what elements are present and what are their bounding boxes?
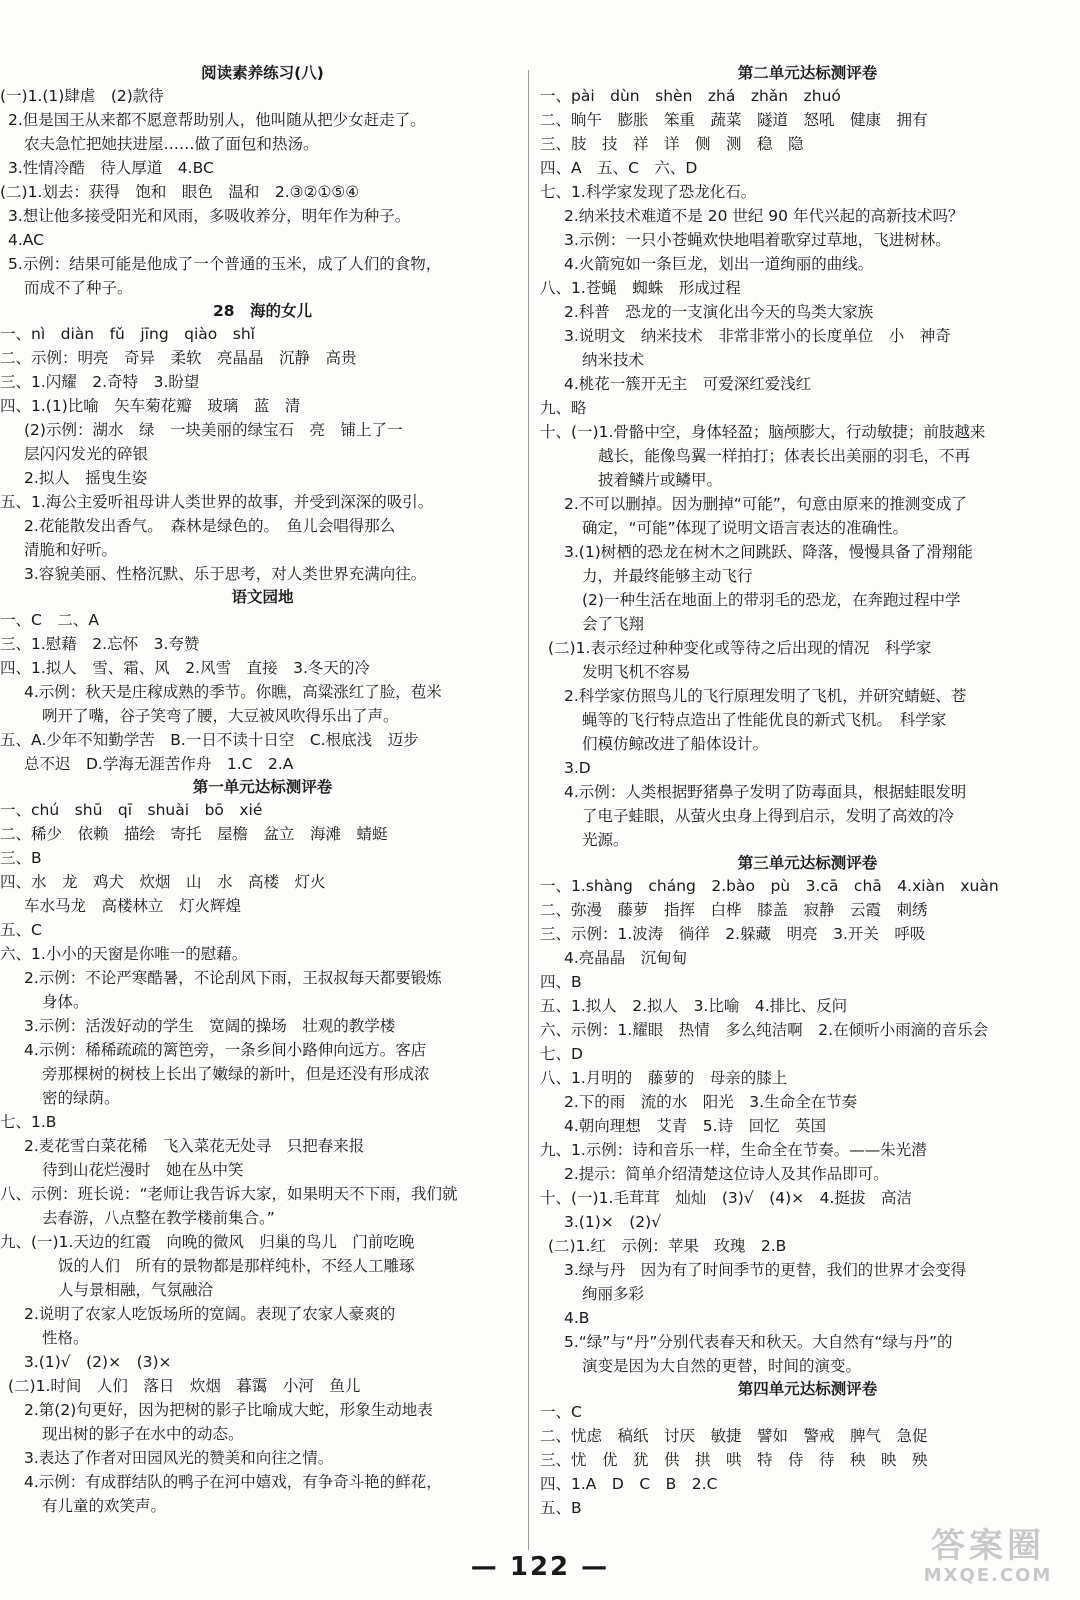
answer-line: 5.示例：结果可能是他成了一个普通的玉米，成了人们的食物， <box>8 255 442 273</box>
answer-line: (2)一种生活在地面上的带羽毛的恐龙，在奔跑过程中学 <box>582 591 961 609</box>
answer-line: 4.火箭宛如一条巨龙，划出一道绚丽的曲线。 <box>564 255 874 273</box>
section-title: 第三单元达标测评卷 <box>737 854 878 872</box>
answer-line: 一、1.shàng cháng 2.bào pù 3.cā chā 4.xiàn xuàn <box>540 877 999 895</box>
answer-line: 七、D <box>540 1045 583 1063</box>
answer-line: 现出树的影子在水中的动态。 <box>42 1425 244 1443</box>
answer-line: 六、1.小小的天窗是你唯一的慰藉。 <box>0 945 248 963</box>
answer-line: 三、1.闪耀 2.奇特 3.盼望 <box>0 373 200 391</box>
answer-line: 四、B <box>540 973 582 991</box>
answer-line: 人与景相融，气氛融洽 <box>58 1281 214 1299</box>
answer-line: 3.D <box>564 759 591 777</box>
section-title: 28 海的女儿 <box>212 302 313 320</box>
answer-line: 2.科学家仿照鸟儿的飞行原理发明了飞机，并研究蜻蜓、苍 <box>564 687 967 705</box>
answer-line: 五、1.海公主爱听祖母讲人类世界的故事，并受到深深的吸引。 <box>0 493 434 511</box>
answer-line: 越长，能像鸟翼一样拍打；体表长出美丽的羽毛，不再 <box>598 447 971 465</box>
answer-line: 2.但是国王从来都不愿意帮助别人，他叫随从把少女赶走了。 <box>8 111 426 129</box>
answer-line: 九、略 <box>540 399 587 417</box>
answer-line: 七、1.B <box>0 1113 57 1131</box>
answer-line: (一)1.(1)肆虐 (2)款待 <box>0 87 164 105</box>
answer-line: 五、1.拟人 2.拟人 3.比喻 4.排比、反问 <box>540 997 848 1015</box>
section-title: 第四单元达标测评卷 <box>737 1380 878 1398</box>
answer-line: 去春游，八点整在教学楼前集合。” <box>42 1209 275 1227</box>
answer-line: 3.(1)√ (2)× (3)× <box>24 1353 172 1371</box>
answer-line: 二、示例：明亮 奇异 柔软 亮晶晶 沉静 高贵 <box>0 349 357 367</box>
answer-line: 四、1.(1)比喻 矢车菊花瓣 玻璃 蓝 清 <box>0 397 301 415</box>
answer-line: 一、C 二、A <box>0 611 99 629</box>
answer-line: 二、忧虑 稿纸 讨厌 敏捷 譬如 警戒 脾气 急促 <box>540 1427 928 1445</box>
answer-line: 四、A 五、C 六、D <box>540 159 698 177</box>
answer-line: 力，并最终能够主动飞行 <box>582 567 753 585</box>
answer-line: 七、1.科学家发现了恐龙化石。 <box>540 183 757 201</box>
answer-line: 2.花能散发出香气。 森林是绿色的。 鱼儿会唱得那么 <box>24 517 396 535</box>
answer-line: 演变是因为大自然的更替，时间的演变。 <box>582 1357 862 1375</box>
answer-line: 四、1.拟人 雪、霜、风 2.风雪 直接 3.冬天的冷 <box>0 659 370 677</box>
answer-line: 了电子蛙眼，从萤火虫身上得到启示，发明了高效的冷 <box>582 807 955 825</box>
answer-line: 层闪闪发光的碎银 <box>24 445 149 463</box>
answer-line: 3.想让他多接受阳光和风雨，多吸收养分，明年作为种子。 <box>8 207 411 225</box>
answer-line: 2.提示：简单介绍清楚这位诗人及其作品即可。 <box>564 1165 889 1183</box>
answer-line: 2.拟人 摇曳生姿 <box>24 469 148 487</box>
answer-line: (二)1.划去：获得 饱和 眼色 温和 2.③②①⑤④ <box>0 183 360 201</box>
answer-line: 饭的人们 所有的景物都是那样纯朴，不经人工雕琢 <box>58 1257 415 1275</box>
answer-line: 三、肢 技 祥 详 侧 测 稳 隐 <box>540 135 804 153</box>
answer-line: 十、(一)1.骨骼中空，身体轻盈；脑颅膨大，行动敏捷；前肢越来 <box>540 423 986 441</box>
answer-line: 一、pài dùn shèn zhá zhǎn zhuó <box>540 87 841 105</box>
answer-line: 2.科普 恐龙的一支演化出今天的鸟类大家族 <box>564 303 874 321</box>
answer-line: 绚丽多彩 <box>582 1285 645 1303</box>
answer-line: 五、A.少年不知勤学苦 B.一日不读十日空 C.根底浅 迈步 <box>0 731 419 749</box>
answer-line: 密的绿荫。 <box>42 1089 120 1107</box>
answer-line: 二、晌午 膨胀 笨重 蔬菜 隧道 怒吼 健康 拥有 <box>540 111 928 129</box>
watermark-site: MXQE.COM <box>923 1565 1053 1586</box>
column-divider <box>528 70 529 1550</box>
answer-line: 而成不了种子。 <box>24 279 133 297</box>
answer-line: 5.“绿”与“丹”分别代表春天和秋天。大自然有“绿与丹”的 <box>564 1333 953 1351</box>
answer-line: 2.示例：不论严寒酷暑，不论刮风下雨，王叔叔每天都要锻炼 <box>24 969 442 987</box>
section-title: 语文园地 <box>231 588 294 606</box>
answer-line: 三、忧 优 犹 供 拱 哄 特 侍 待 秧 映 殃 <box>540 1451 928 1469</box>
answer-line: (二)1.时间 人们 落日 炊烟 暮霭 小河 鱼儿 <box>8 1377 361 1395</box>
answer-line: 四、1.A D C B 2.C <box>540 1475 718 1493</box>
right-column <box>540 62 1075 1520</box>
answer-line: 八、示例：班长说：“老师让我告诉大家，如果明天不下雨，我们就 <box>0 1185 458 1203</box>
answer-line: 4.B <box>564 1309 590 1327</box>
answer-line: 一、C <box>540 1403 582 1421</box>
answer-line: 性格。 <box>42 1329 89 1347</box>
answer-line: 4.AC <box>8 231 44 249</box>
answer-line: 4.亮晶晶 沉甸甸 <box>564 949 688 967</box>
answer-line: 2.下的雨 流的水 阳光 3.生命全在节奏 <box>564 1093 858 1111</box>
answer-line: 二、弥漫 藤萝 指挥 白桦 膝盖 寂静 云霞 刺绣 <box>540 901 928 919</box>
answer-line: 二、稀少 依赖 描绘 寄托 屋檐 盆立 海滩 蜻蜓 <box>0 825 388 843</box>
answer-line: 有儿童的欢笑声。 <box>42 1497 167 1515</box>
answer-line: 五、B <box>540 1499 582 1517</box>
answer-line: 三、示例：1.波涛 徜徉 2.躲藏 明亮 3.开关 呼吸 <box>540 925 926 943</box>
answer-line: 咧开了嘴，谷子笑弯了腰，大豆被风吹得乐出了声。 <box>42 707 399 725</box>
answer-line: 3.表达了作者对田园风光的赞美和向往之情。 <box>24 1449 334 1467</box>
answer-line: 2.麦花雪白菜花稀 飞入菜花无处寻 只把春来报 <box>24 1137 365 1155</box>
answer-line: 总不迟 D.学海无涯苦作舟 1.C 2.A <box>24 755 294 773</box>
answer-line: 身体。 <box>42 993 89 1011</box>
watermark-text: 答案圈 <box>931 1526 1045 1566</box>
answer-line: 车水马龙 高楼林立 灯火辉煌 <box>24 897 242 915</box>
answer-line: 3.说明文 纳米技术 非常非常小的长度单位 小 神奇 <box>564 327 951 345</box>
section-title: 第二单元达标测评卷 <box>737 64 878 82</box>
answer-line: (二)1.红 示例：苹果 玫瑰 2.B <box>548 1237 787 1255</box>
answer-line: 2.纳米技术难道不是 20 世纪 90 年代兴起的高新技术吗？ <box>564 207 964 225</box>
page-number: — 122 — <box>470 1552 610 1582</box>
answer-line: 披着鳞片或鳞甲。 <box>598 471 723 489</box>
section-title: 阅读素养练习(八) <box>201 64 324 82</box>
answer-line: 旁那棵树的树枝上长出了嫩绿的新叶，但是还没有形成浓 <box>42 1065 430 1083</box>
answer-line: 发明飞机不容易 <box>582 663 691 681</box>
answer-line: 3.示例：一只小苍蝇欢快地唱着歌穿过草地，飞进树林。 <box>564 231 951 249</box>
answer-line: (二)1.表示经过种种变化或等待之后出现的情况 科学家 <box>548 639 932 657</box>
answer-line: 五、C <box>0 921 42 939</box>
answer-line: 清脆和好听。 <box>24 541 118 559</box>
watermark-logo <box>918 1527 1058 1586</box>
answer-line: 一、chú shū qī shuài bō xié <box>0 801 263 819</box>
answer-line: 八、1.月明的 藤萝的 母亲的膝上 <box>540 1069 788 1087</box>
answer-line: 农夫急忙把她扶进屋……做了面包和热汤。 <box>24 135 319 153</box>
answer-line: 3.容貌美丽、性格沉默、乐于思考，对人类世界充满向往。 <box>24 565 427 583</box>
answer-line: 3.绿与丹 因为有了时间季节的更替，我们的世界才会变得 <box>564 1261 967 1279</box>
answer-line: 3.(1)树栖的恐龙在树木之间跳跃、降落，慢慢具备了滑翔能 <box>564 543 973 561</box>
answer-line: 会了飞翔 <box>582 615 645 633</box>
answer-line: 纳米技术 <box>582 351 645 369</box>
answer-line: 4.桃花一簇开无主 可爱深红爱浅红 <box>564 375 812 393</box>
answer-line: 十、(一)1.毛茸茸 灿灿 (3)√ (4)× 4.挺拔 高洁 <box>540 1189 912 1207</box>
answer-line: 蝇等的飞行特点造出了性能优良的新式飞机。 科学家 <box>582 711 947 729</box>
answer-line: 3.示例：活泼好动的学生 宽阔的操场 壮观的教学楼 <box>24 1017 396 1035</box>
answer-line: 八、1.苍蝇 蜘蛛 形成过程 <box>540 279 741 297</box>
answer-line: 四、水 龙 鸡犬 炊烟 山 水 高楼 灯火 <box>0 873 326 891</box>
answer-line: 4.朝向理想 艾青 5.诗 回忆 英国 <box>564 1117 827 1135</box>
answer-line: 三、B <box>0 849 42 867</box>
answer-line: 3.(1)× (2)√ <box>564 1213 662 1231</box>
answer-line: 2.不可以删掉。因为删掉“可能”，句意由原来的推测变成了 <box>564 495 967 513</box>
answer-line: 们模仿鲸改进了船体设计。 <box>582 735 769 753</box>
answer-line: 光源。 <box>582 831 629 849</box>
answer-line: 4.示例：人类根据野猪鼻子发明了防毒面具，根据蛙眼发明 <box>564 783 967 801</box>
answer-line: (2)示例：湖水 绿 一块美丽的绿宝石 亮 铺上了一 <box>24 421 403 439</box>
section-title: 第一单元达标测评卷 <box>192 778 333 796</box>
left-column <box>0 62 525 1518</box>
answer-line: 2.说明了农家人吃饭场所的宽阔。表现了农家人豪爽的 <box>24 1305 396 1323</box>
answer-line: 九、1.示例：诗和音乐一样，生命全在节奏。——朱光潜 <box>540 1141 927 1159</box>
answer-line: 三、1.慰藉 2.忘怀 3.夸赞 <box>0 635 200 653</box>
answer-line: 六、示例：1.耀眼 热情 多么纯洁啊 2.在倾听小雨滴的音乐会 <box>540 1021 989 1039</box>
answer-line: 一、nì diàn fǔ jīng qiào shǐ <box>0 325 255 343</box>
answer-line: 3.性情冷酷 待人厚道 4.BC <box>8 159 214 177</box>
answer-line: 九、(一)1.天边的红霞 向晚的微风 归巢的鸟儿 门前吃晚 <box>0 1233 415 1251</box>
answer-line: 2.第(2)句更好，因为把树的影子比喻成大蛇，形象生动地表 <box>24 1401 433 1419</box>
answer-line: 4.示例：有成群结队的鸭子在河中嬉戏，有争奇斗艳的鲜花， <box>24 1473 442 1491</box>
answer-line: 4.示例：稀稀疏疏的篱笆旁，一条乡间小路伸向远方。客店 <box>24 1041 427 1059</box>
answer-line: 待到山花烂漫时 她在丛中笑 <box>42 1161 244 1179</box>
answer-line: 确定，“可能”体现了说明文语言表达的准确性。 <box>582 519 909 537</box>
answer-line: 4.示例：秋天是庄稼成熟的季节。你瞧，高粱涨红了脸，苞米 <box>24 683 442 701</box>
